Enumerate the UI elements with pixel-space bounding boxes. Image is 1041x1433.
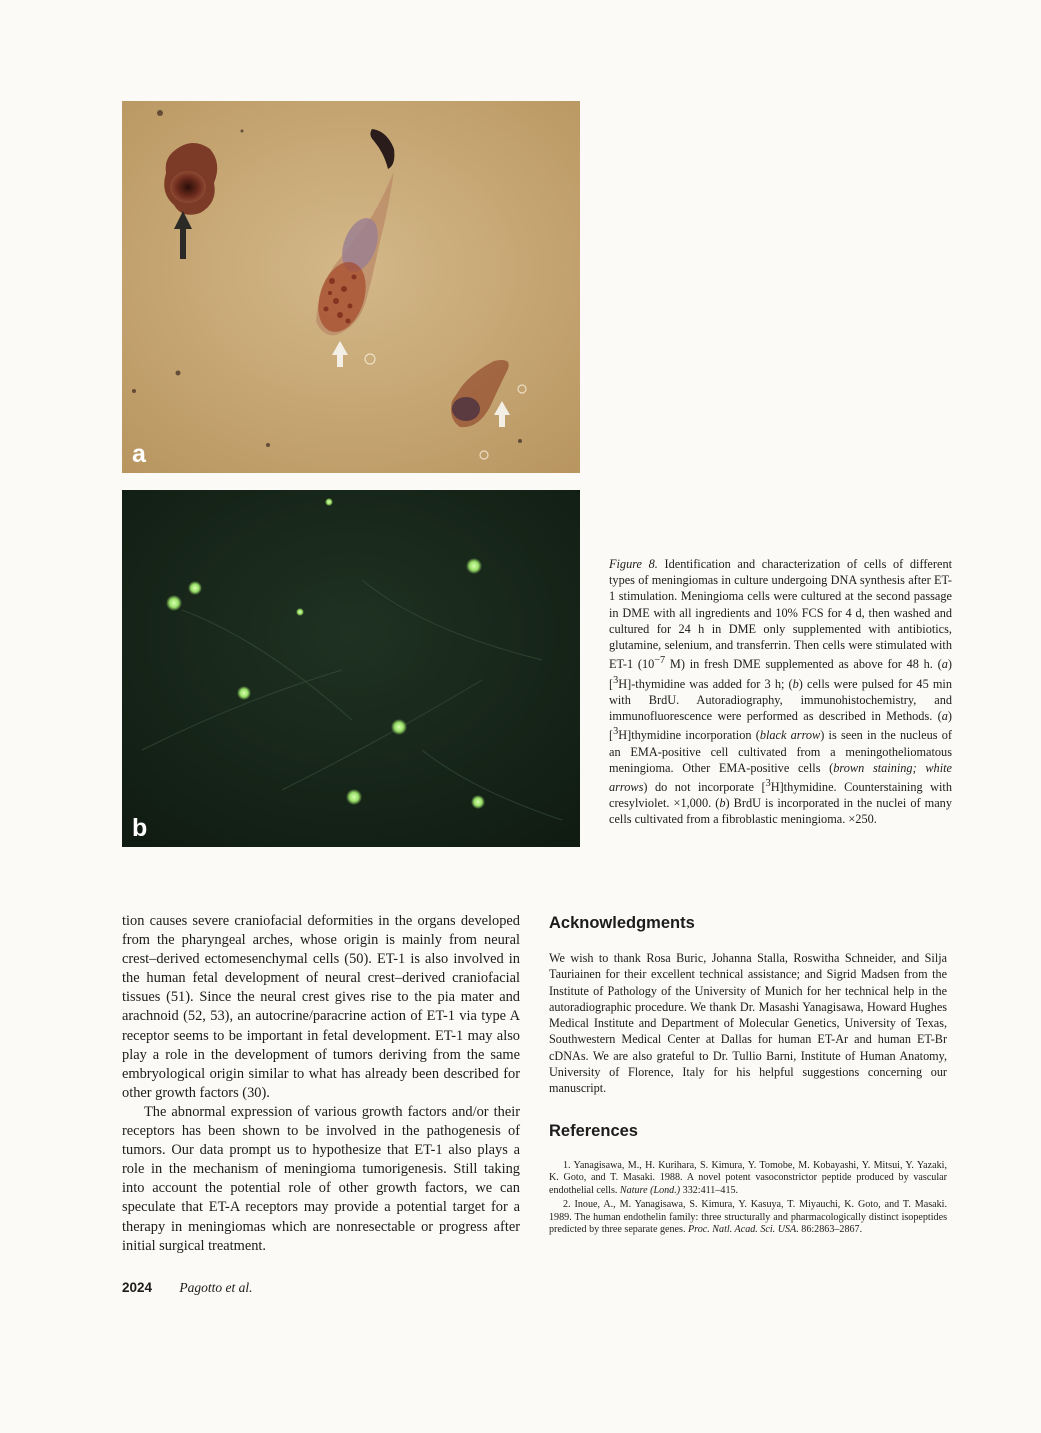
panel-a-label: a <box>132 440 146 468</box>
figure-caption <box>609 556 952 828</box>
page-number: 2024 <box>122 1280 153 1295</box>
micrograph-b <box>122 490 580 847</box>
body-paragraph-2: The abnormal expression of various growth factors and/or their receptors has been shown to be involved in the pathogenesis of tumors. Our data prompt us to hypothesize that ET-1 also plays a role in the mechanism of meningioma tumorigenesis. Still taking into account the potential role of other growth factors, we can speculate that ET-A receptors may provide a potential target for a therapy in meningiomas which are nonresectable or progress after initial surgical treatment. <box>122 1103 520 1254</box>
caption-label: Figure 8. <box>609 557 658 571</box>
reference-item: 1. Yanagisawa, M., H. Kurihara, S. Kimura, Y. Tomobe, M. Kobayashi, Y. Mitsui, Y. Yazaki, K. Goto, and T. Masaki. 1988. A novel potent vasoconstrictor peptide produced by vascular endothelial cells. Nature (Lond.) 332:411–415. <box>549 1160 947 1196</box>
micrograph-a <box>122 101 580 473</box>
reference-item: 2. Inoue, A., M. Yanagisawa, S. Kimura, Y. Kasuya, T. Miyauchi, K. Goto, and T. Masaki. 1989. The human endothelin family: three structurally and pharmacologically distinct isopeptides predicted by three separate genes. Proc. Natl. Acad. Sci. USA. 86:2863–2867. <box>549 1199 947 1236</box>
figure-panel-b <box>122 490 580 847</box>
acknowledgments-heading: Acknowledgments <box>549 914 695 932</box>
reference-list <box>549 1160 947 1238</box>
acknowledgments-text: We wish to thank Rosa Buric, Johanna Stalla, Roswitha Schneider, and Silja Tauriainen for their excellent technical assistance; and Sigrid Madsen from the Institute of Pathology of the University of Munich for her technical help in the autoradiographic procedure. We thank Dr. Masashi Yanagisawa, Howard Hughes Medical Institute and Department of Molecular Genetics, University of Texas, Southwestern Medical Center at Dallas for human ET-Ar and human ET-Br cDNAs. We are also grateful to Dr. Tullio Barni, Institute of Human Anatomy, University of Florence, Italy for his helpful suggestions concerning our manuscript. <box>549 951 947 1096</box>
caption-text: Figure 8. Identification and characterization of cells of different types of meningiomas in culture undergoing DNA synthesis after ET-1 stimulation. Meningioma cells were cultured at the second passage in DME with all ingredients and 10% FCS for 4 d, then washed and cultured for 24 h in DME only supplemented with antibiotics, glutamine, selenium, and transferrin. Then cells were stimulated with ET-1 ($10^{-7}$ M) in fresh DME supplemented as above for 48 h. (a) [$^3$H]-thymidine was added for 3 h; (b) cells were pulsed for 45 min with BrdU. Autoradiography, immunohistochemistry, and immunofluorescence were performed as described in Methods. (a) [$^3$H]thymidine incorporation (black arrow) is seen in the nucleus of an EMA-positive cell cultivated from a meningotheliomatous meningioma. Other EMA-positive cells (brown staining; white arrows) do not incorporate [$^3$H]thymidine. Counterstaining with cresylviolet. ×1,000. (b) BrdU is incorporated in the nuclei of many cells cultivated from a fibroblastic meningioma. ×250. <box>609 557 953 827</box>
figure-panel-a <box>122 101 580 473</box>
body-paragraph-1: tion causes severe craniofacial deformities in the organs developed from the pharyngeal arches, whose origin is mainly from neural crest–derived ectomesenchymal cells (50). ET-1 is also involved in the human fetal development of neural crest–derived craniofacial tissues (51). Since the neural crest gives rise to the pia mater and arachnoid (52, 53), an autocrine/paracrine action of ET-1 via type A receptor seems to be important in fetal development. ET-1 may also play a role in the development of tumors deriving from the same embryological origin similar to what has already been described for other growth factors (30). <box>122 913 520 1101</box>
panel-b-label: b <box>132 814 148 842</box>
body-left-column <box>122 912 520 1256</box>
running-head: Pagotto et al. <box>179 1280 253 1295</box>
references-heading: References <box>549 1122 638 1140</box>
page-footer <box>122 1280 253 1296</box>
